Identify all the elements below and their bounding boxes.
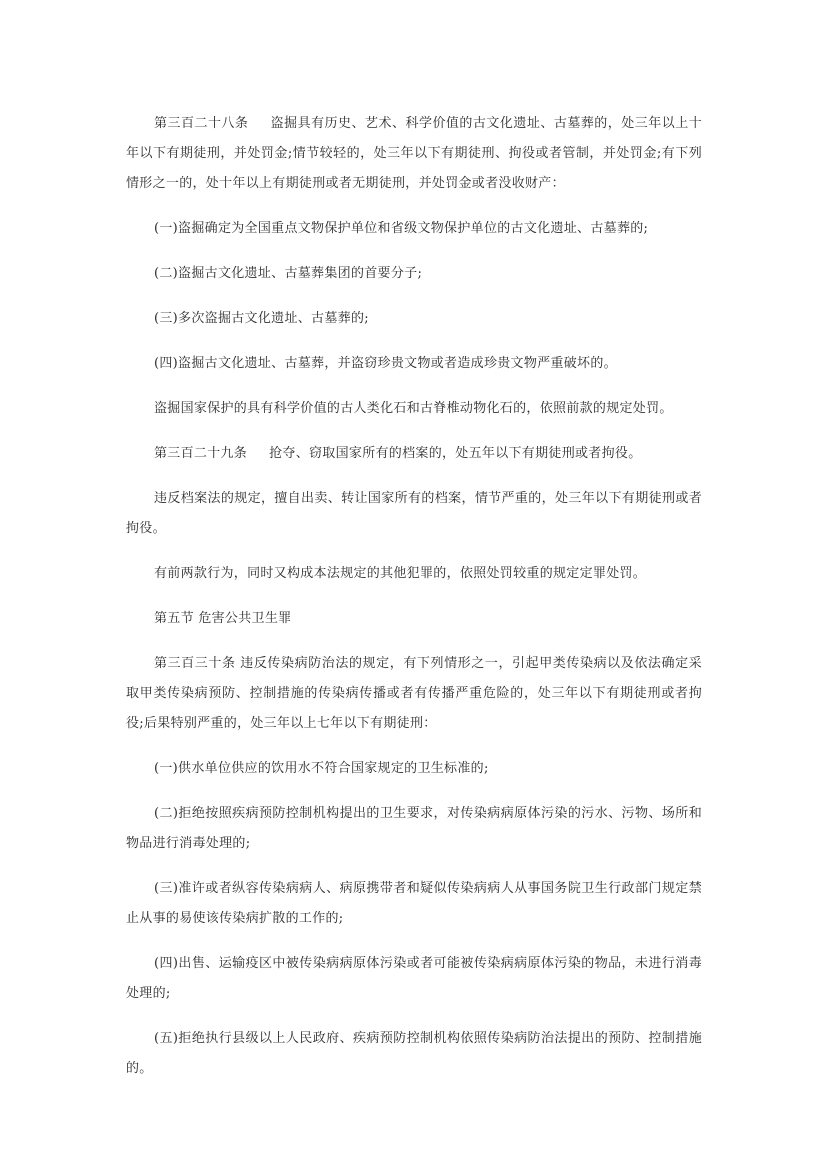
list-item: (一)供水单位供应的饮用水不符合国家规定的卫生标准的; xyxy=(154,761,489,776)
article-329-text: 抢夺、窃取国家所有的档案的，处五年以下有期徒刑或者拘役。 xyxy=(269,446,642,461)
article-328-text: 盗掘具有历史、艺术、科学价值的古文化遗址、古墓葬的，处三年以上十年以下有期徒刑，并处罚金;情节较轻的，处三年以下有期徒刑、拘役或者管制，并处罚金;有下列情形之一的，处十年以上有期徒刑或者无期徒刑，并处罚金或者没收财产： xyxy=(126,116,702,191)
document-body xyxy=(126,109,702,1099)
article-328-number: 第三百二十八条 xyxy=(154,116,249,131)
section-heading: 第五节 危害公共卫生罪 xyxy=(154,611,292,626)
article-328 xyxy=(126,109,702,199)
list-item: (三)准许或者纵容传染病病人、病原携带者和疑似传染病病人从事国务院卫生行政部门规定禁止从事的易使该传染病扩散的工作的; xyxy=(126,881,702,926)
paragraph: 违反档案法的规定，擅自出卖、转让国家所有的档案，情节严重的，处三年以下有期徒刑或者拘役。 xyxy=(126,491,702,536)
article-329 xyxy=(126,439,702,469)
paragraph: 盗掘国家保护的具有科学价值的古人类化石和古脊椎动物化石的，依照前款的规定处罚。 xyxy=(154,401,673,416)
article-329-number: 第三百二十九条 xyxy=(154,446,248,461)
list-item: (二)盗掘古文化遗址、古墓葬集团的首要分子; xyxy=(154,266,423,281)
list-item: (三)多次盗掘古文化遗址、古墓葬的; xyxy=(154,311,369,326)
article-330: 第三百三十条 违反传染病防治法的规定，有下列情形之一，引起甲类传染病以及依法确定采取甲类传染病预防、控制措施的传染病传播或者有传播严重危险的，处三年以下有期徒刑或者拘役;后果特别严重的，处三年以上七年以下有期徒刑： xyxy=(126,656,702,731)
paragraph: 有前两款行为，同时又构成本法规定的其他犯罪的，依照处罚较重的规定定罪处罚。 xyxy=(154,566,647,581)
list-item: (一)盗掘确定为全国重点文物保护单位和省级文物保护单位的古文化遗址、古墓葬的; xyxy=(154,221,649,236)
list-item: (五)拒绝执行县级以上人民政府、疾病预防控制机构依照传染病防治法提出的预防、控制措施的。 xyxy=(126,1031,702,1076)
list-item: (二)拒绝按照疾病预防控制机构提出的卫生要求，对传染病病原体污染的污水、污物、场所和物品进行消毒处理的; xyxy=(126,806,702,851)
list-item: (四)出售、运输疫区中被传染病病原体污染或者可能被传染病病原体污染的物品，未进行消毒处理的; xyxy=(126,956,702,1001)
list-item: (四)盗掘古文化遗址、古墓葬，并盗窃珍贵文物或者造成珍贵文物严重破坏的。 xyxy=(154,356,617,371)
